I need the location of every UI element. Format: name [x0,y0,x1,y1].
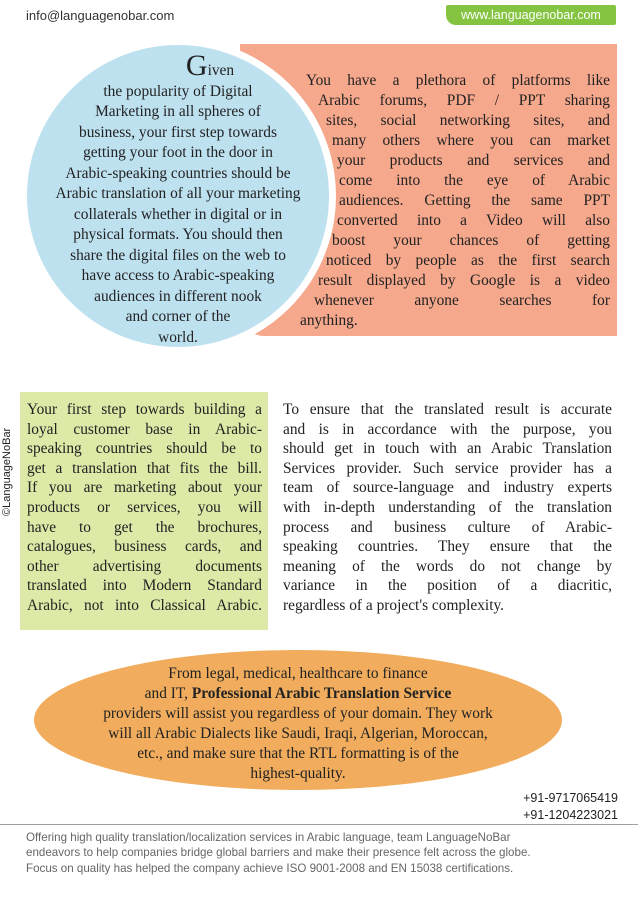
text-line: Arabic, not into Classical Arabic. [27,596,262,614]
text-line: other advertising documents [27,557,262,575]
text-line: catalogues, business cards, and [27,538,262,556]
oval-text [60,664,536,784]
text-line: boost your chances of getting [332,232,610,249]
text-line: your products and services and [337,152,610,169]
text-line: share the digital files on the web to [70,246,286,264]
text-line: whenever anyone searches for [314,292,610,309]
text-line: and IT, Professional Arabic Translation Service [144,685,452,702]
text-line: To ensure that the translated result is accurate [283,401,612,418]
text-line: should get in touch with an Arabic Translation [283,440,612,458]
text-line: physical formats. You should then [73,226,283,243]
service-name-bold: Professional Arabic Translation Service [191,685,452,702]
text-line: Offering high quality translation/localization services in Arabic language, team LanguageNoBar [26,831,511,844]
text-line: Arabic translation of all your marketing [55,185,301,202]
text-line: and is in accordance with the purpose, you [283,420,612,438]
text-line: endeavors to help companies bridge global barriers and make their presence felt across the globe. [26,846,531,860]
text-line: Focus on quality has helped the company achieve ISO 9001-2008 and EN 15038 certifications. [26,861,514,875]
text-line: and corner of the [125,308,231,325]
website-link[interactable]: www.languagenobar.com [446,5,616,25]
text-line: meaning of the words do not change by [283,557,612,575]
right-column-text [283,400,612,616]
text-line: noticed by people as the first search [326,252,610,269]
text-line: Marketing in all spheres of [95,103,261,120]
text-line: products or services, you will [27,498,262,516]
text-line: will all Arabic Dialects like Saudi, Iraqi, Algerian, Moroccan, [108,725,488,742]
text-line: If you are marketing about your [27,479,262,497]
text-line: etc., and make sure that the RTL formatting is of the [137,745,459,762]
green-panel-text [27,400,262,616]
text-line: process and business culture of Arabic- [283,518,612,536]
salmon-panel-text [300,71,610,331]
text-line: getting your foot in the door in [83,144,273,161]
text-line: variance in the position of a diacritic, [283,577,612,595]
text-line: business, your first step towards [79,123,277,141]
text-line: Given [185,49,235,82]
drop-cap: G [185,49,208,82]
text-line: come into the eye of Arabic [339,172,610,189]
text-line: world. [158,328,198,346]
text-line: Services provider. Such service provider has a [283,459,612,477]
phone-number[interactable]: +91-1204223021 [523,808,618,822]
text-line: regardless of a project's complexity. [283,596,505,614]
text-line: result displayed by Google is a video [318,272,610,289]
text-line: Your first step towards building a [27,401,262,418]
text-line: You have a plethora of platforms like [306,72,610,89]
text-line: loyal customer base in Arabic- [27,420,262,438]
text-line: sites, social networking sites, and [326,112,610,129]
text-line: providers will assist you regardless of your domain. They work [103,705,493,722]
text-line: have access to Arabic-speaking [81,267,275,284]
text-line: speaking countries. They ensure that the [283,538,612,556]
text-line: with in-depth understanding of the translation [283,498,612,516]
text-line: converted into a Video will also [337,212,610,229]
phone-number[interactable]: +91-9717065419 [523,791,618,805]
footer-divider [0,824,638,825]
text-line: highest-quality. [250,765,346,782]
text-line: speaking countries should be to [27,440,262,458]
phone-numbers [500,790,618,824]
text-line: Arabic forums, PDF / PPT sharing [318,92,610,109]
text-line: audiences in different nook [94,287,262,305]
text-line: team of source-language and industry experts [283,479,612,497]
text-line: anything. [300,312,358,329]
text-line: have to get the brochures, [27,518,262,536]
copyright-side-label: ©LanguageNoBar [1,427,13,516]
text-line: the popularity of Digital [103,82,253,100]
text-line: Arabic-speaking countries should be [65,164,291,182]
text-line: get a translation that fits the bill. [27,459,262,477]
text-line: translated into Modern Standard [27,577,262,595]
text-line: audiences. Getting the same PPT [339,192,610,209]
circle-text [20,49,336,348]
text-line: many others where you can market [332,132,610,149]
text-line: From legal, medical, healthcare to finance [168,665,428,682]
footer-text [26,830,626,876]
email-link[interactable]: info@languagenobar.com [26,8,175,23]
text-line: collaterals whether in digital or in [73,205,283,223]
